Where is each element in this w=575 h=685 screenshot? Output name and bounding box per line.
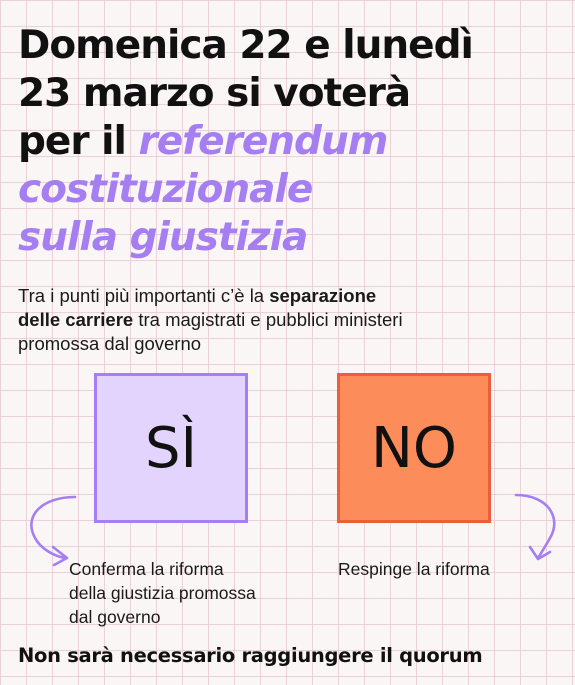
headline-accent-referendum: referendum bbox=[138, 119, 388, 164]
yes-option-label: SÌ bbox=[144, 415, 198, 481]
yes-caption-line-3: dal governo bbox=[69, 607, 161, 627]
headline-accent-giustizia: sulla giustizia bbox=[18, 215, 308, 260]
subtitle-text-1: Tra i punti più importanti c’è la bbox=[18, 285, 270, 306]
subtitle-bold-2: delle carriere bbox=[18, 309, 134, 330]
no-option-box bbox=[337, 373, 491, 523]
yes-caption-line-2: della giustizia promossa bbox=[69, 583, 256, 603]
subtitle-line-1 bbox=[18, 284, 563, 308]
headline-line-3 bbox=[18, 118, 563, 166]
yes-option-box bbox=[94, 373, 248, 523]
subtitle-line-2 bbox=[18, 308, 563, 332]
headline-line-2: 23 marzo si voterà bbox=[18, 71, 411, 116]
yes-option-caption bbox=[69, 557, 319, 629]
headline-accent-costituzionale: costituzionale bbox=[18, 167, 313, 212]
yes-caption-line-1: Conferma la riforma bbox=[69, 559, 224, 579]
curved-arrow-down-right-icon bbox=[22, 494, 78, 564]
subtitle bbox=[18, 284, 563, 356]
no-caption-line-1: Respinge la riforma bbox=[338, 559, 490, 579]
quorum-note: Non sarà necessario raggiungere il quorum bbox=[18, 644, 483, 667]
subtitle-bold-1: separazione bbox=[269, 285, 377, 306]
subtitle-text-2: tra magistrati e pubblici ministeri bbox=[133, 309, 403, 330]
subtitle-line-3: promossa dal governo bbox=[18, 333, 202, 354]
curved-arrow-down-left-icon bbox=[512, 492, 562, 564]
no-option-caption bbox=[338, 557, 558, 581]
headline bbox=[18, 22, 563, 262]
no-option-label: NO bbox=[371, 415, 457, 481]
headline-line-1: Domenica 22 e lunedì bbox=[18, 23, 473, 68]
headline-line-3-text: per il bbox=[18, 119, 139, 164]
